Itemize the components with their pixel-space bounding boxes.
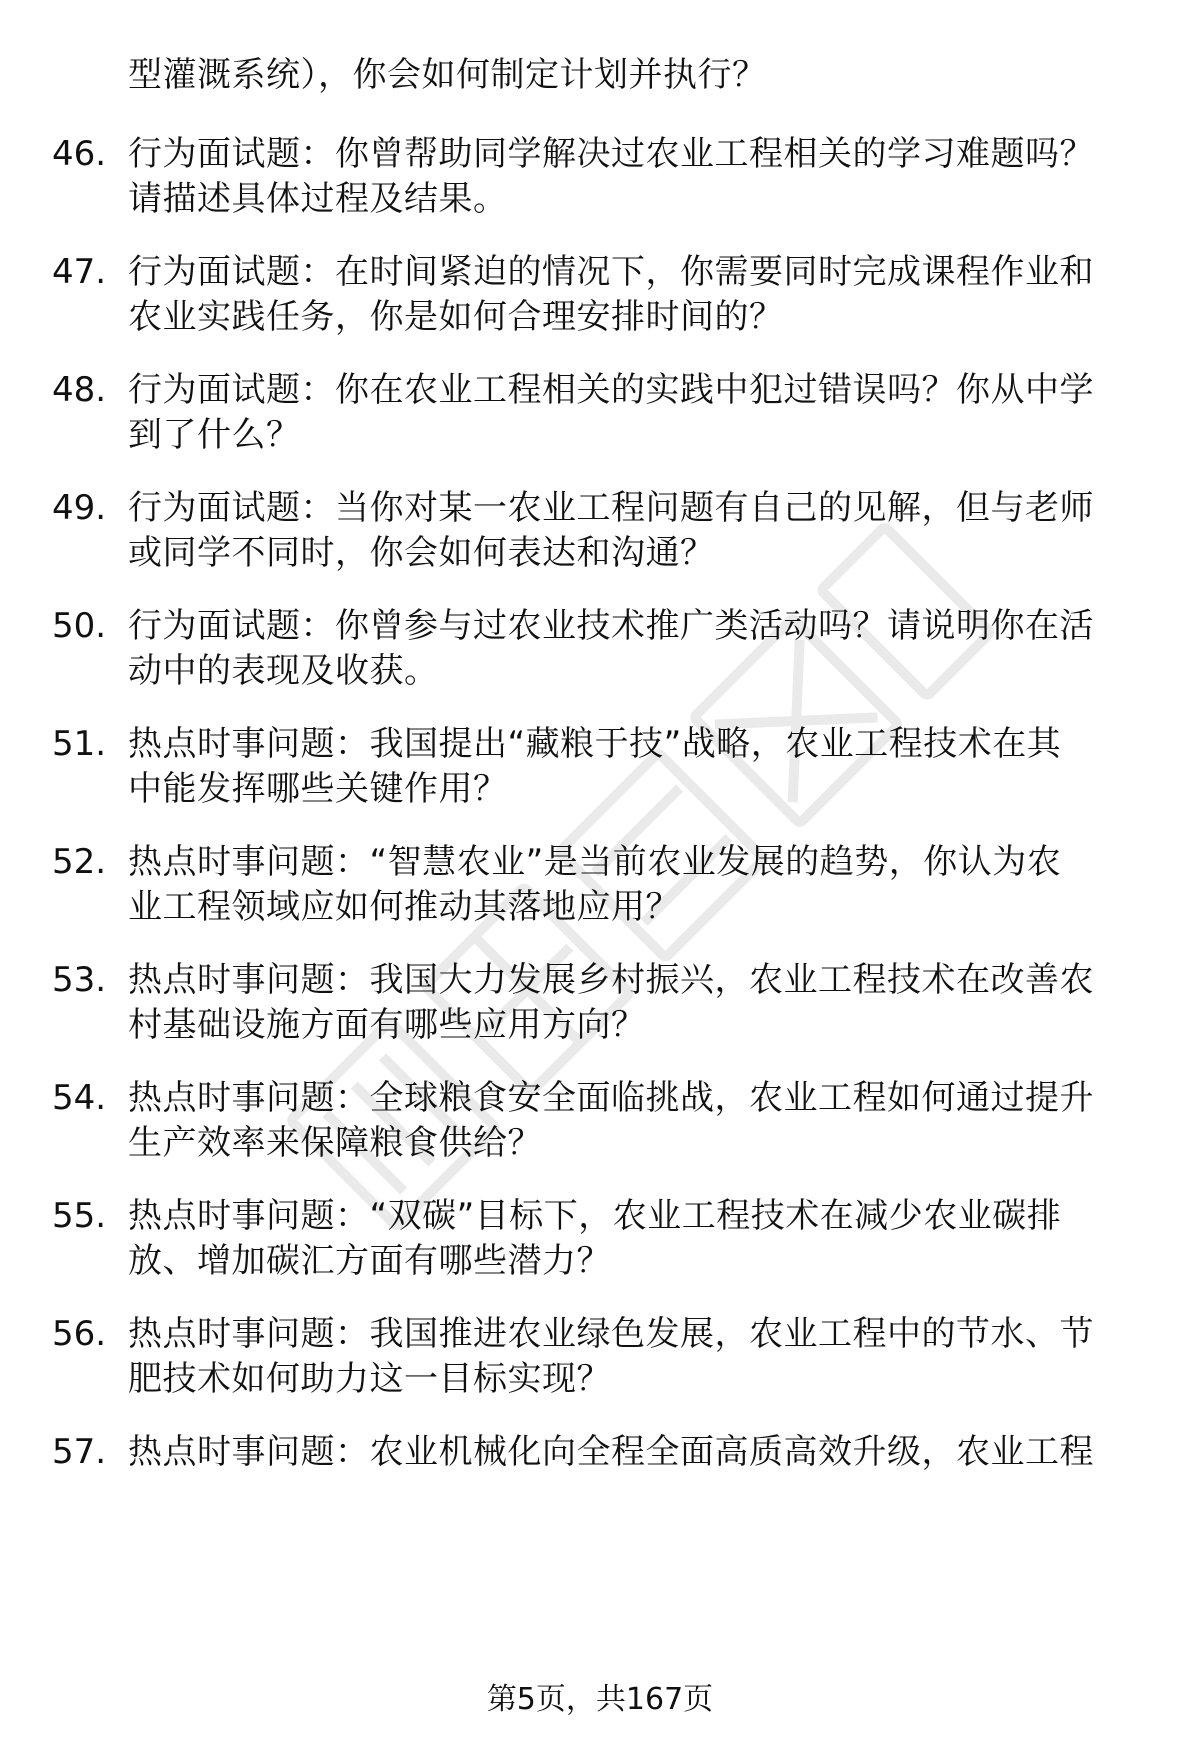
continuation-line: 型灌溉系统），你会如何制定计划并执行？ — [128, 55, 767, 95]
item-number: 57. — [52, 1432, 107, 1472]
item-number: 50. — [52, 606, 107, 646]
item-line: 热点时事问题：我国提出“藏粮于技”战略，农业工程技术在其 — [128, 724, 1062, 764]
item-line: 热点时事问题：“智慧农业”是当前农业发展的趋势，你认为农 — [128, 842, 1062, 882]
item-line: 行为面试题：当你对某一农业工程问题有自己的见解，但与老师 — [128, 488, 1094, 528]
item-line: 业工程领域应如何推动其落地应用？ — [128, 887, 680, 927]
item-number: 52. — [52, 842, 107, 882]
item-number: 49. — [52, 488, 107, 528]
item-line: 热点时事问题：“双碳”目标下，农业工程技术在减少农业碳排 — [128, 1196, 1062, 1236]
item-line: 热点时事问题：我国推进农业绿色发展，农业工程中的节水、节 — [128, 1314, 1094, 1354]
item-number: 51. — [52, 724, 107, 764]
item-line: 或同学不同时，你会如何表达和沟通？ — [128, 533, 715, 573]
item-line: 热点时事问题：全球粮食安全面临挑战，农业工程如何通过提升 — [128, 1078, 1094, 1118]
item-line: 村基础设施方面有哪些应用方向？ — [128, 1005, 646, 1045]
item-line: 生产效率来保障粮食供给？ — [128, 1123, 542, 1163]
item-number: 53. — [52, 960, 107, 1000]
item-line: 农业实践任务，你是如何合理安排时间的？ — [128, 297, 784, 337]
item-number: 46. — [52, 134, 107, 174]
item-line: 肥技术如何助力这一目标实现？ — [128, 1359, 611, 1399]
item-number: 54. — [52, 1078, 107, 1118]
item-line: 热点时事问题：我国大力发展乡村振兴，农业工程技术在改善农 — [128, 960, 1094, 1000]
item-number: 47. — [52, 252, 107, 292]
item-line: 行为面试题：你曾参与过农业技术推广类活动吗？请说明你在活 — [128, 606, 1094, 646]
item-line: 行为面试题：你在农业工程相关的实践中犯过错误吗？你从中学 — [128, 370, 1094, 410]
item-line: 行为面试题：你曾帮助同学解决过农业工程相关的学习难题吗？ — [128, 134, 1094, 174]
item-line: 行为面试题：在时间紧迫的情况下，你需要同时完成课程作业和 — [128, 252, 1094, 292]
item-line: 中能发挥哪些关键作用？ — [128, 769, 508, 809]
item-number: 56. — [52, 1314, 107, 1354]
item-line: 到了什么？ — [128, 415, 301, 455]
item-number: 48. — [52, 370, 107, 410]
item-number: 55. — [52, 1196, 107, 1236]
item-line: 热点时事问题：农业机械化向全程全面高质高效升级，农业工程 — [128, 1432, 1094, 1472]
item-line: 动中的表现及收获。 — [128, 651, 439, 691]
item-line: 放、增加碳汇方面有哪些潜力？ — [128, 1241, 611, 1281]
item-line: 请描述具体过程及结果。 — [128, 179, 508, 219]
page-footer: 第5页，共167页 — [486, 1682, 714, 1717]
